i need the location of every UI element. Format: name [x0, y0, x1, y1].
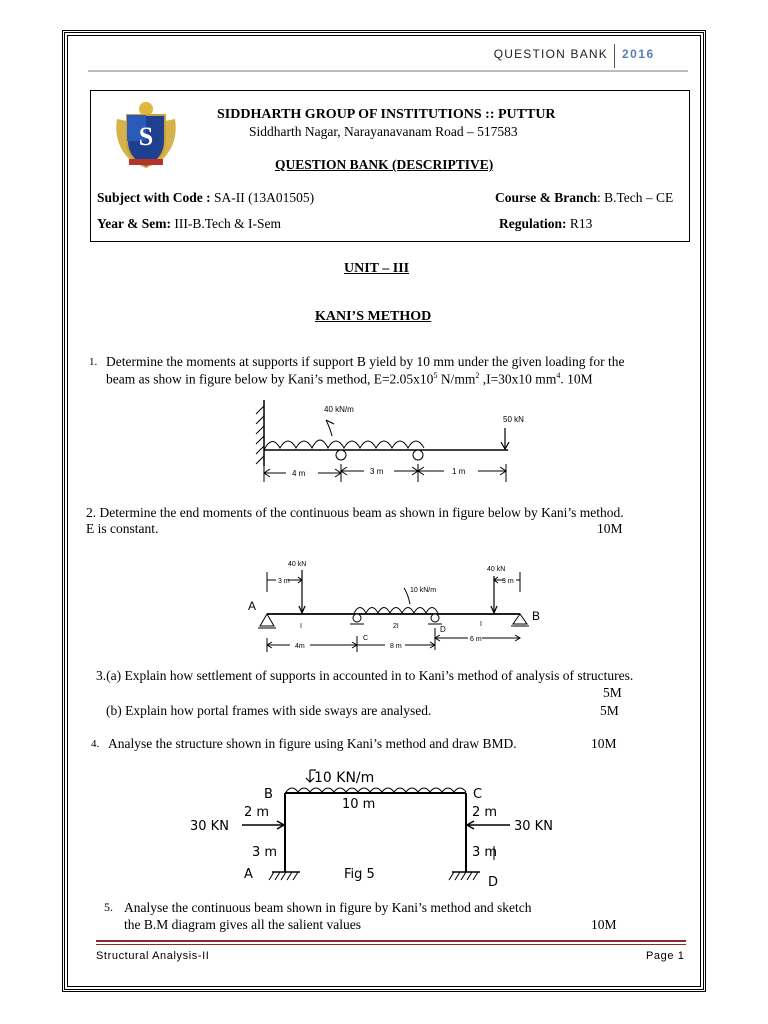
college-logo-icon — [109, 99, 183, 173]
q1-number: 1. — [89, 356, 98, 368]
q3b-marks: 5M — [600, 703, 619, 718]
fig2-len-1: 4m — [295, 643, 305, 650]
fig2-label-d: D — [440, 625, 446, 634]
svg-text:S: S — [138, 122, 154, 151]
fig1-udl-label: 40 kN/m — [324, 405, 354, 414]
fig3-height-lower-right: 3 m — [472, 845, 498, 860]
fig1-dim-1: 4 m — [292, 469, 306, 478]
q2-line2: E is constant. — [86, 521, 159, 536]
figure-1-beam — [250, 398, 550, 498]
regulation-info: Regulation: R13 — [499, 216, 593, 231]
q5-line1: Analyse the continuous beam shown in figure by Kani’s method and sketch — [124, 900, 532, 915]
year-sem-info: Year & Sem: III-B.Tech & I-Sem — [97, 216, 282, 231]
fig3-label-b: B — [264, 787, 273, 802]
fig1-dim-2: 3 m — [370, 467, 384, 476]
footer-rule — [96, 940, 686, 942]
fig3-caption: Fig 5 — [344, 867, 375, 882]
fig2-span-3m-left: 3 m — [278, 578, 290, 585]
institution-box — [90, 90, 690, 242]
unit-title: UNIT – III — [344, 261, 410, 276]
footer-rule-thin — [96, 944, 686, 945]
q5-marks: 10M — [591, 917, 617, 932]
fig3-label-d: D — [488, 875, 499, 890]
fig1-point-load-label: 50 kN — [503, 415, 524, 424]
fig3-height-upper-left: 2 m — [244, 805, 270, 820]
fig3-height-lower-left: 3 m — [252, 845, 278, 860]
institution-name: SIDDHARTH GROUP OF INSTITUTIONS :: PUTTUR — [217, 107, 556, 122]
fig3-force-right: 30 KN — [514, 819, 553, 834]
q4-text: Analyse the structure shown in figure using Kani’s method and draw BMD. — [108, 736, 517, 751]
fig2-label-a: A — [248, 599, 257, 613]
q4-number: 4. — [91, 738, 100, 750]
header-label: QUESTION BANK — [493, 47, 608, 61]
fig2-span-3m-right: 3 m — [502, 578, 514, 585]
fig2-len-3: 6 m — [470, 636, 482, 643]
header-year: 2016 — [622, 47, 655, 61]
fig2-label-c: C — [363, 635, 369, 642]
header-separator — [614, 44, 615, 68]
q3a-text: 3.(a) Explain how settlement of supports in accounted in to Kani’s method of analysis of structures. — [96, 668, 634, 683]
document-type: QUESTION BANK (DESCRIPTIVE) — [275, 157, 494, 172]
q2-marks: 10M — [597, 521, 623, 536]
q1-line2: beam as show in figure below by Kani’s method, $E=2.05x10^5$ $N/mm^2$ ,I=30x10 $mm^4$. 10M — [106, 371, 593, 387]
footer-page-number: Page 1 — [646, 950, 685, 962]
fig2-load-2: 40 kN — [487, 566, 506, 573]
q3b-text: (b) Explain how portal frames with side sways are analysed. — [106, 703, 432, 718]
fig2-inertia-1: I — [300, 623, 302, 630]
fig3-span-label: 10 m — [342, 797, 376, 812]
fig3-label-c: C — [473, 787, 483, 802]
fig3-udl-label: 10 KN/m — [314, 770, 375, 786]
fig2-load-1: 40 kN — [288, 561, 307, 568]
q1-line1: Determine the moments at supports if support B yield by 10 mm under the given loading for the — [106, 354, 625, 369]
fig2-udl-label: 10 kN/m — [410, 587, 437, 594]
footer-subject: Structural Analysis-II — [96, 950, 210, 962]
fig2-inertia-3: I — [480, 621, 482, 628]
fig1-dim-3: 1 m — [452, 467, 466, 476]
q2-line1: 2. Determine the end moments of the continuous beam as shown in figure below by Kani’s method. — [86, 505, 624, 520]
fig3-height-upper-right: 2 m — [472, 805, 498, 820]
q5-line2: the B.M diagram gives all the salient values — [124, 917, 361, 932]
fig2-len-2: 8 m — [390, 643, 402, 650]
institution-address: Siddharth Nagar, Narayanavanam Road – 517583 — [249, 124, 518, 139]
q3a-marks: 5M — [603, 685, 622, 700]
figure-2-beam — [240, 558, 560, 658]
q4-marks: 10M — [591, 736, 617, 751]
topic-title: KANI’S METHOD — [315, 309, 432, 324]
fig3-force-left: 30 KN — [190, 819, 229, 834]
fig2-label-b: B — [532, 609, 541, 623]
fig2-inertia-2: 2I — [393, 623, 399, 630]
subject-info: Subject with Code : SA-II (13A01505) — [97, 190, 315, 205]
course-info: Course & Branch: B.Tech – CE — [495, 190, 674, 205]
q5-number: 5. — [104, 900, 113, 914]
header-rule — [88, 70, 688, 72]
fig3-label-a: A — [244, 867, 253, 882]
figure-5-portal-frame — [180, 764, 570, 894]
